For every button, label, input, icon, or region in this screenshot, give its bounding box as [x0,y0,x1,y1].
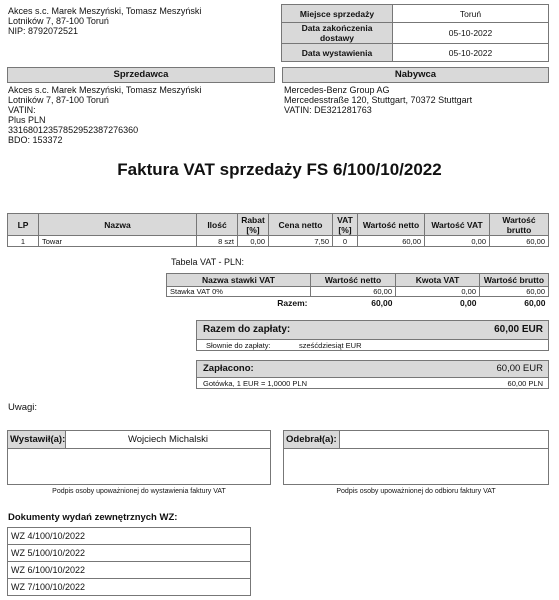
col-gross-value: Wartość brutto [490,214,549,236]
vat-cell-net: 60,00 [311,287,396,297]
col-name: Nazwa [39,214,197,236]
issued-by-name: Wojciech Michalski [127,434,209,445]
items-table [7,213,549,247]
seller-summary-nip: NIP: 8792072521 [8,26,79,36]
cell-name: Towar [39,236,197,247]
col-qty: Ilość [197,214,238,236]
seller-summary-name: Akces s.c. Marek Meszyński, Tomasz Meszyński [8,6,202,16]
buyer-line: Mercedes-Benz Group AG [284,85,390,95]
items-header-row [8,214,549,236]
meta-row [282,23,549,44]
wz-table [7,527,251,596]
seller-summary [8,6,201,36]
col-net-value: Wartość netto [358,214,425,236]
cell-net-price: 7,50 [269,236,333,247]
received-by-caption: Podpis osoby upoważnionej do odbioru faktury VAT [336,488,496,495]
buyer-header: Nabywca [282,67,549,83]
issued-by-caption: Podpis osoby upoważnionej do wystawienia faktury VAT [52,488,226,495]
cell-qty: 8 szt [197,236,238,247]
vat-col-net: Wartość netto [311,274,396,287]
seller-line: 33168012357852952387276360 [8,125,139,135]
seller-line: Plus PLN [8,115,46,125]
meta-label: Data zakończenia dostawy [282,23,393,44]
cell-vat-value: 0,00 [425,236,490,247]
meta-value: 05-10-2022 [393,44,549,62]
paid-method: Gotówka, 1 EUR = 1,0000 PLN [203,379,308,388]
cell-net-value: 60,00 [358,236,425,247]
list-item [8,545,251,562]
cell-gross-value: 60,00 [490,236,549,247]
vat-table-title: Tabela VAT - PLN: [171,257,245,267]
seller-line: VATIN: [8,105,36,115]
seller-line: Lotników 7, 87-100 Toruń [8,95,109,105]
remarks-label: Uwagi: [8,402,38,413]
paid-box [196,360,549,389]
vat-total-vat: 0,00 [459,298,477,309]
wz-item: WZ 7/100/10/2022 [8,579,251,596]
seller-summary-address: Lotników 7, 87-100 Toruń [8,16,109,26]
seller-details [8,85,201,145]
col-lp: LP [8,214,39,236]
wz-item: WZ 5/100/10/2022 [8,545,251,562]
vat-cell-rate: Stawka VAT 0% [167,287,311,297]
invoice-title: Faktura VAT sprzedaży FS 6/100/10/2022 [117,160,442,179]
buyer-line: VATIN: DE321281763 [284,105,372,115]
received-by-box [283,430,549,485]
issued-by-box [7,430,271,485]
table-row [8,236,549,247]
cell-lp: 1 [8,236,39,247]
vat-total-gross: 60,00 [524,298,546,309]
meta-value: Toruń [393,5,549,23]
vat-cell-gross: 60,00 [480,287,549,297]
wz-title: Dokumenty wydań zewnętrznych WZ: [8,512,178,523]
list-item [8,579,251,596]
list-item [8,562,251,579]
list-item [8,528,251,545]
vat-total-label: Razem: [277,298,308,309]
buyer-line: Mercedesstraße 120, Stuttgart, 70372 Stuttgart [284,95,473,105]
to-pay-box [196,320,549,351]
seller-line: BDO: 153372 [8,135,63,145]
col-net-price: Cena netto [269,214,333,236]
vat-total-net: 60,00 [371,298,393,309]
meta-row [282,5,549,23]
vat-total-row [167,297,549,310]
meta-value: 05-10-2022 [393,23,549,44]
wz-item: WZ 6/100/10/2022 [8,562,251,579]
col-vat: VAT [%] [333,214,358,236]
invoice-meta-table [281,4,549,62]
col-vat-value: Wartość VAT [425,214,490,236]
cell-vat: 0 [333,236,358,247]
table-row [167,287,549,297]
seller-line: Akces s.c. Marek Meszyński, Tomasz Meszyński [8,85,202,95]
paid-label: Zapłacono: [203,363,254,374]
received-by-label: Odebrał(a): [284,431,340,448]
col-discount: Rabat [%] [238,214,269,236]
issued-by-label: Wystawił(a): [8,431,66,448]
to-pay-label: Razem do zapłaty: [203,324,291,335]
meta-row [282,44,549,62]
vat-header-row [167,274,549,287]
wz-item: WZ 4/100/10/2022 [8,528,251,545]
to-pay-amount: 60,00 EUR [494,324,543,335]
to-pay-words-label: Słownie do zapłaty: [206,341,271,350]
buyer-details [284,85,472,115]
vat-cell-vat: 0,00 [396,287,480,297]
meta-label: Miejsce sprzedaży [282,5,393,23]
vat-col-rate: Nazwa stawki VAT [167,274,311,287]
paid-method-amount: 60,00 PLN [507,379,543,388]
to-pay-words: sześćdziesiąt EUR [299,341,362,350]
meta-label: Data wystawienia [282,44,393,62]
cell-discount: 0,00 [238,236,269,247]
paid-amount: 60,00 EUR [496,363,543,374]
vat-col-vat: Kwota VAT [396,274,480,287]
vat-col-gross: Wartość brutto [480,274,549,287]
vat-table [166,273,549,310]
seller-header: Sprzedawca [7,67,275,83]
